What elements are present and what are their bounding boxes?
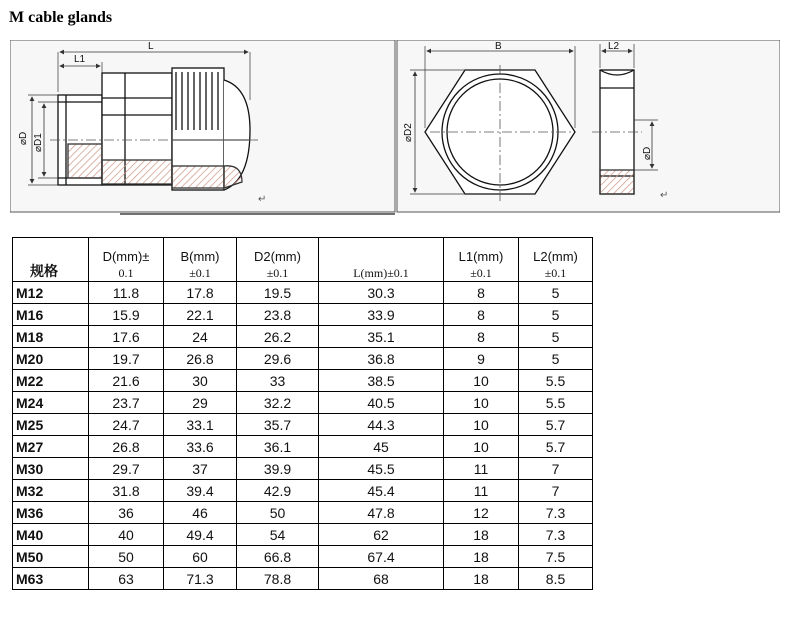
cell-d2: 35.7 [237,414,319,436]
dim-L2-label: L2 [608,41,620,52]
header-l1: L1(mm) ±0.1 [444,238,519,282]
cell-l2: 7 [519,458,593,480]
cell-d: 40 [89,524,164,546]
cell-d: 50 [89,546,164,568]
dim-D2-label: ⌀D2 [403,123,414,142]
dim-D1-label: ⌀D1 [33,133,44,152]
cell-b: 46 [164,502,237,524]
dim-D-label: ⌀D [18,131,29,145]
cell-l1: 8 [444,326,519,348]
cell-b: 49.4 [164,524,237,546]
table-row [13,480,593,502]
cell-l: 45.5 [319,458,444,480]
cell-d: 29.7 [89,458,164,480]
table-row [13,458,593,480]
cell-l1: 10 [444,414,519,436]
cell-l1: 10 [444,436,519,458]
dim-L1-label: L1 [74,54,86,65]
table-row [13,436,593,458]
cell-d: 23.7 [89,392,164,414]
cell-d2: 33 [237,370,319,392]
cell-l1: 10 [444,370,519,392]
table-row [13,568,593,590]
table-row [13,414,593,436]
header-l2: L2(mm) ±0.1 [519,238,593,282]
cell-size: M50 [13,546,89,568]
cell-l2: 7.5 [519,546,593,568]
header-d: D(mm)± 0.1 [89,238,164,282]
cell-d2: 32.2 [237,392,319,414]
cell-d: 26.8 [89,436,164,458]
cell-b: 30 [164,370,237,392]
cell-l: 68 [319,568,444,590]
cell-l: 44.3 [319,414,444,436]
cell-l2: 5.7 [519,436,593,458]
cell-d: 63 [89,568,164,590]
cell-b: 29 [164,392,237,414]
return-mark-left: ↵ [258,194,267,205]
cell-l: 35.1 [319,326,444,348]
cell-d2: 50 [237,502,319,524]
cell-size: M12 [13,282,89,304]
cell-d2: 78.8 [237,568,319,590]
cell-d: 24.7 [89,414,164,436]
table-row [13,370,593,392]
cell-b: 24 [164,326,237,348]
cell-l1: 18 [444,524,519,546]
cell-d2: 54 [237,524,319,546]
drawing-svg [10,40,780,215]
cell-l1: 18 [444,568,519,590]
cell-l2: 8.5 [519,568,593,590]
cell-l1: 8 [444,304,519,326]
cell-size: M20 [13,348,89,370]
cell-size: M36 [13,502,89,524]
dim-B-label: B [495,41,502,52]
table-row [13,524,593,546]
cell-l2: 7.3 [519,502,593,524]
cell-l: 36.8 [319,348,444,370]
cell-size: M16 [13,304,89,326]
cell-d: 17.6 [89,326,164,348]
cell-l: 45 [319,436,444,458]
cell-l1: 18 [444,546,519,568]
table-row [13,502,593,524]
cell-l2: 5.5 [519,392,593,414]
cell-d2: 42.9 [237,480,319,502]
cell-l: 38.5 [319,370,444,392]
cell-l1: 11 [444,480,519,502]
page-title: M cable glands [9,9,113,26]
cell-b: 60 [164,546,237,568]
cell-l1: 8 [444,282,519,304]
table-row [13,348,593,370]
cell-d2: 66.8 [237,546,319,568]
cell-d: 15.9 [89,304,164,326]
cell-size: M27 [13,436,89,458]
dim-L-label: L [148,41,154,52]
dim-D-nut-label: ⌀D [642,146,653,160]
cell-l1: 12 [444,502,519,524]
table-row [13,546,593,568]
cell-l: 33.9 [319,304,444,326]
cell-l1: 11 [444,458,519,480]
table-header-row [13,238,593,282]
cell-b: 22.1 [164,304,237,326]
cell-b: 37 [164,458,237,480]
technical-drawings [10,40,780,215]
cell-l2: 7 [519,480,593,502]
cell-l1: 10 [444,392,519,414]
cell-d: 36 [89,502,164,524]
header-b: B(mm) ±0.1 [164,238,237,282]
cell-d2: 23.8 [237,304,319,326]
cell-l2: 7.3 [519,524,593,546]
cell-b: 26.8 [164,348,237,370]
cell-d2: 29.6 [237,348,319,370]
cell-l: 45.4 [319,480,444,502]
cell-l: 47.8 [319,502,444,524]
cell-l2: 5 [519,326,593,348]
cell-b: 71.3 [164,568,237,590]
cell-size: M18 [13,326,89,348]
cell-l: 40.5 [319,392,444,414]
spec-table-body [13,282,593,590]
table-row [13,326,593,348]
cell-l2: 5 [519,348,593,370]
cell-size: M63 [13,568,89,590]
cell-size: M24 [13,392,89,414]
cell-d: 21.6 [89,370,164,392]
header-l: L(mm)±0.1 [319,238,444,282]
cell-l2: 5 [519,282,593,304]
cell-d: 31.8 [89,480,164,502]
cell-b: 33.1 [164,414,237,436]
cell-size: M25 [13,414,89,436]
cell-d2: 39.9 [237,458,319,480]
return-mark-right: ↵ [660,190,669,201]
cell-l2: 5.5 [519,370,593,392]
table-row [13,282,593,304]
cell-size: M40 [13,524,89,546]
cell-b: 39.4 [164,480,237,502]
cell-d: 19.7 [89,348,164,370]
cell-l: 67.4 [319,546,444,568]
cell-d2: 26.2 [237,326,319,348]
cell-d: 11.8 [89,282,164,304]
cell-l: 62 [319,524,444,546]
cell-b: 17.8 [164,282,237,304]
cell-l2: 5 [519,304,593,326]
cell-size: M22 [13,370,89,392]
spec-table [12,237,593,590]
cell-b: 33.6 [164,436,237,458]
cell-size: M30 [13,458,89,480]
cell-l: 30.3 [319,282,444,304]
cell-size: M32 [13,480,89,502]
cell-d2: 36.1 [237,436,319,458]
cell-l2: 5.7 [519,414,593,436]
cell-l1: 9 [444,348,519,370]
header-size: 规格 [13,238,89,282]
header-d2: D2(mm) ±0.1 [237,238,319,282]
cell-d2: 19.5 [237,282,319,304]
table-row [13,392,593,414]
table-row [13,304,593,326]
